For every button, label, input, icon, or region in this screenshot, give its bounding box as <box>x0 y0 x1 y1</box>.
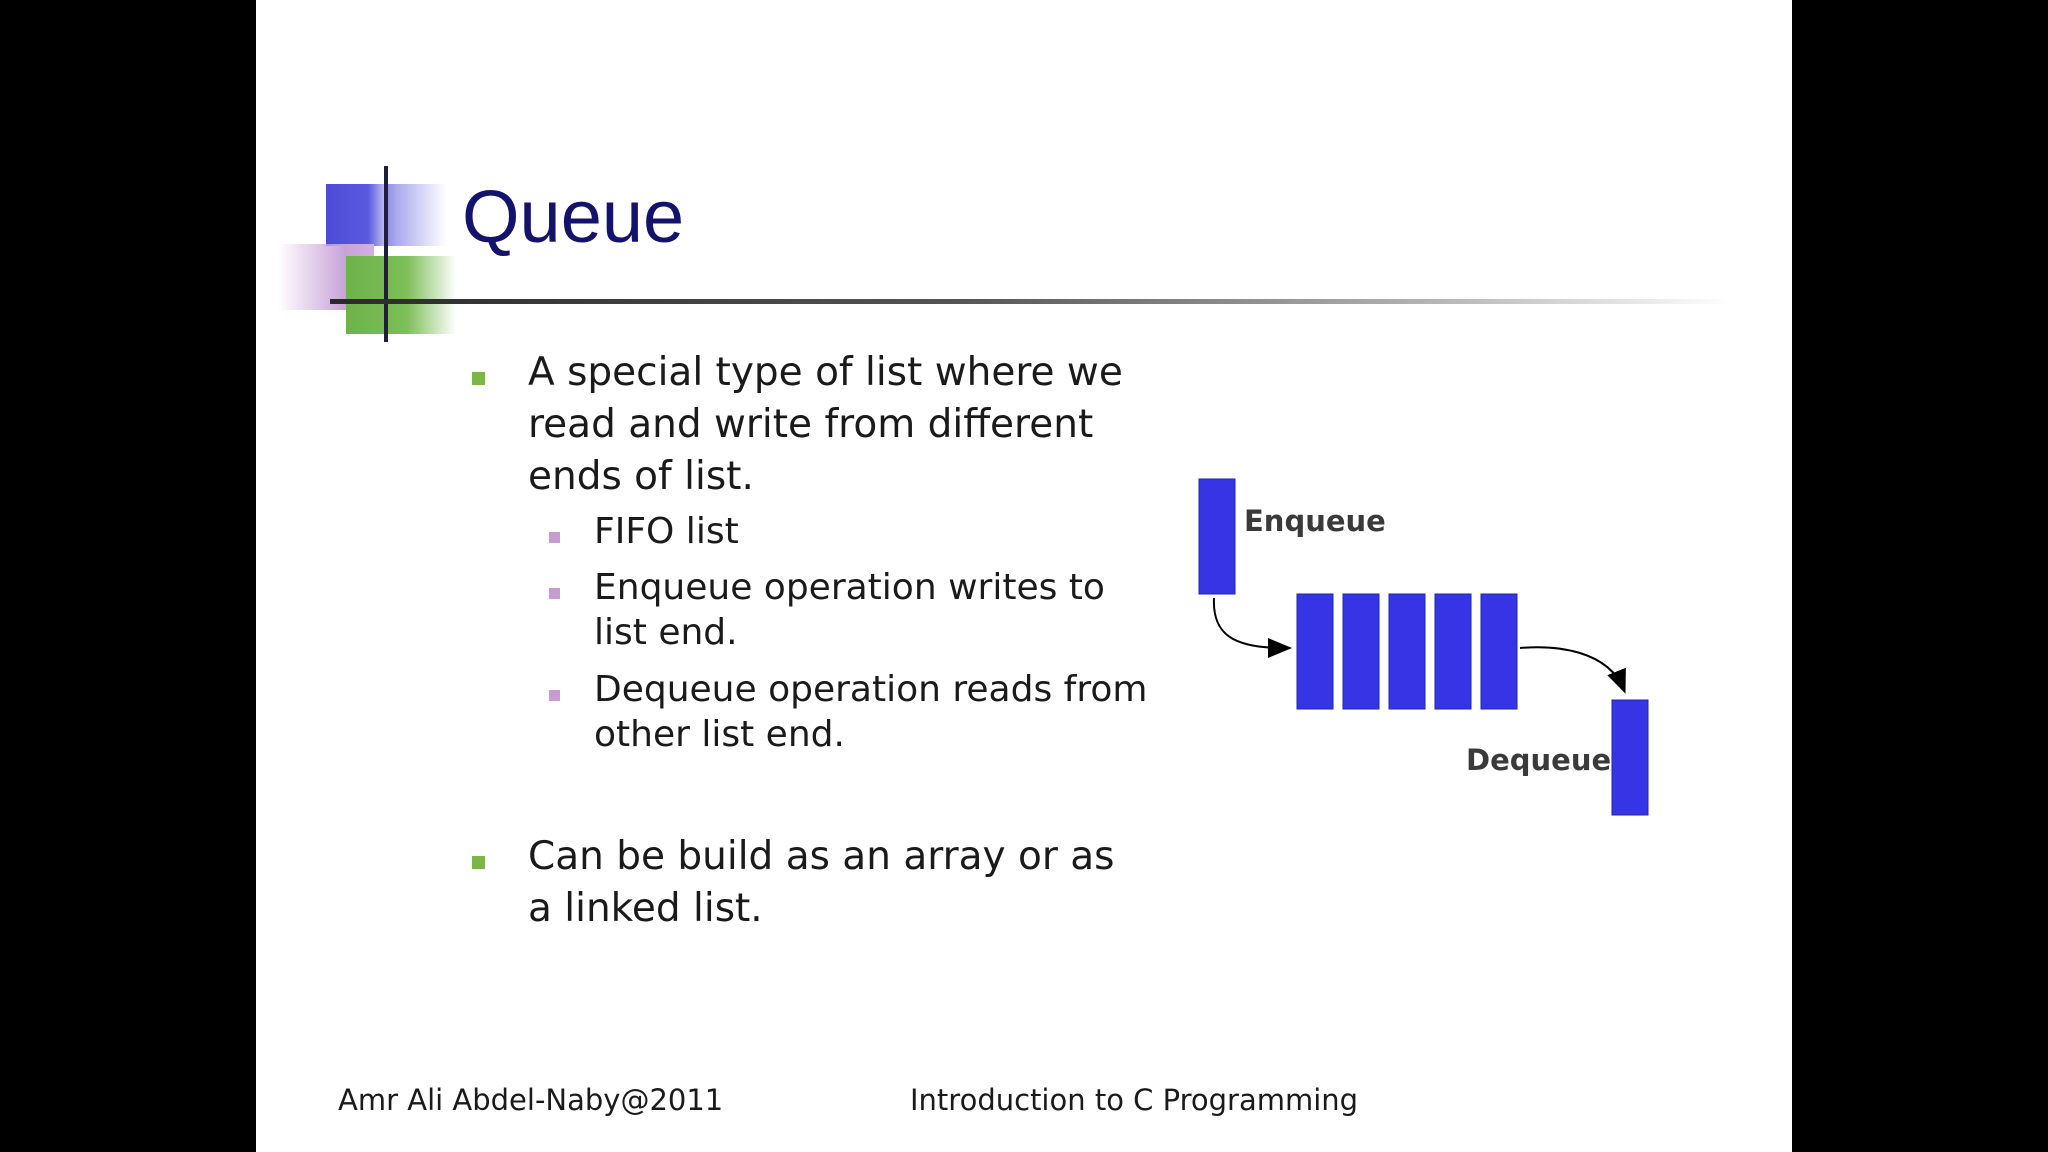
sub-bullet-2-text: Enqueue operation writes to list end. <box>594 567 1105 653</box>
queue-cell <box>1389 594 1425 709</box>
queue-cells <box>1297 594 1517 709</box>
bullet-marker <box>472 856 485 869</box>
title-underline <box>330 299 1730 304</box>
logo-blue-fade <box>386 184 446 246</box>
slide-title: Queue <box>462 175 685 258</box>
sub-bullet-marker <box>549 532 560 543</box>
enqueue-element <box>1199 479 1235 594</box>
sub-bullet-marker <box>549 690 560 701</box>
dequeue-label: Dequeue <box>1466 743 1612 777</box>
queue-cell <box>1481 594 1517 709</box>
sub-bullet-1-text: FIFO list <box>594 511 739 552</box>
bullet-2-text: Can be build as an array or as a linked list. <box>528 834 1115 931</box>
queue-cell <box>1297 594 1333 709</box>
enqueue-label: Enqueue <box>1244 504 1386 538</box>
sub-bullet-3-text: Dequeue operation reads from other list end. <box>594 669 1148 755</box>
enqueue-arrow <box>1214 598 1288 648</box>
dequeue-arrow <box>1520 647 1624 690</box>
footer-course: Introduction to C Programming <box>910 1083 1359 1117</box>
queue-cell <box>1343 594 1379 709</box>
sub-bullet-marker <box>549 588 560 599</box>
logo-vertical-line <box>384 166 388 342</box>
bullet-marker <box>472 372 485 385</box>
slide <box>256 0 1792 1152</box>
footer-author: Amr Ali Abdel-Naby@2011 <box>338 1083 724 1117</box>
bullet-1-text: A special type of list where we read and write from different ends of list. <box>528 350 1123 499</box>
dequeue-element <box>1612 700 1648 815</box>
queue-cell <box>1435 594 1471 709</box>
logo-green-square <box>346 256 456 334</box>
